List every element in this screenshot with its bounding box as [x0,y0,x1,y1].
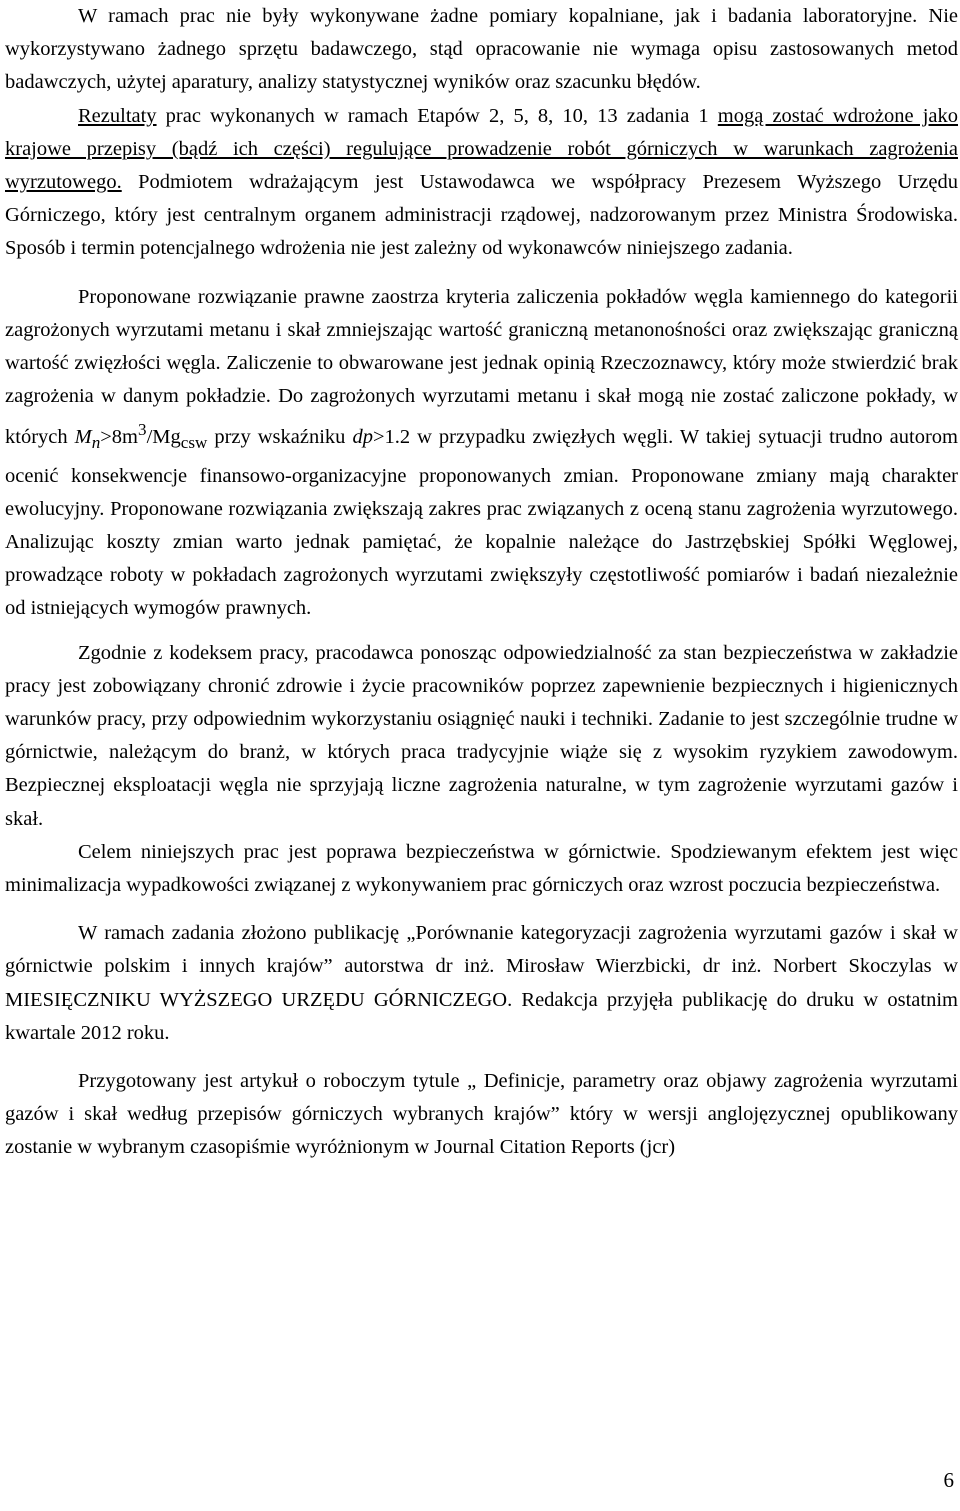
symbol-m-subscript: n [91,433,101,453]
paragraph-implementation [5,100,958,266]
text-run: prac wykonanych w ramach Etapów 2, 5, 8, 10, 13 zadania 1 [156,104,718,127]
text-run: Proponowane rozwiązanie prawne zaostrza kryteria zaliczenia pokładów węgla kamiennego do kategorii zagrożonych wyrzutami metanu i skał zmniejszając wartość graniczną metanonośności oraz zwiększając graniczną wartość zwięzłości węgla. Zaliczenie to obwarowane jest jednak opinią Rzeczoznawcy, który może stwierdzić brak zagrożenia w danym pokładzie. Do zagrożonych wyrzutami metanu i skał mogą nie zostać zaliczone pokłady, w których [5,285,958,449]
paragraph-goal: Celem niniejszych prac jest poprawa bezpieczeństwa w górnictwie. Spodziewanym efektem jest więc minimalizacja wypadkowości związanej z wykonywaniem prac górniczych oraz wzrost poczucia bezpieczeństwa. [5,840,958,896]
paragraph-legal-solution [5,281,958,626]
document-body [5,0,958,1165]
text-run: /Mg [146,426,181,449]
text-run: Podmiotem wdrażającym jest Ustawodawca we współpracy Prezesem Wyższego Urzędu Górniczego, który jest centralnym organem administracji rządowej, nadzorowanym przez Ministra Środowiska. Sposób i termin potencjalnego wdrożenia nie jest zależny od wykonawców niniejszego zadania. [5,171,958,260]
text-run: przy wskaźniku [207,426,353,449]
symbol-m: M [74,426,92,449]
page-number: 6 [943,1468,954,1492]
superscript-3: 3 [138,420,147,440]
paragraph-publication: W ramach zadania złożono publikację „Porównanie kategoryzacji zagrożenia wyrzutami gazów i skał w górnictwie polskim i innych krajów” autorstwa dr inż. Mirosław Wierzbicki, dr inż. Norbert Skoczylas w MIESIĘCZNIKU WYŻSZEGO URZĘDU GÓRNICZEGO. Redakcja przyjęła publikację do druku w ostatnim kwartale 2012 roku. [5,922,958,1044]
paragraph-labour-code: Zgodnie z kodeksem pracy, pracodawca ponosząc odpowiedzialność za stan bezpieczeństwa w zakładzie pracy jest zobowiązany chronić zdrowie i życie pracowników poprzez zapewnienie bezpiecznych i higienicznych warunków pracy, przy odpowiednim wykorzystaniu osiągnięć nauki i techniki. Zadanie to jest szczególnie trudne w górnictwie, należącym do branż, w których praca tradycyjnie wiąże się z wysokim ryzykiem zawodowym. Bezpiecznej eksploatacji węgla nie sprzyjają liczne zagrożenia naturalne, w tym zagrożenie wyrzutami gazów i skał. [5,641,958,830]
underlined-implementation: mogą zostać wdrożone jako krajowe przepisy (bądź ich części) regulujące prowadzenie robót górniczych w warunkach zagrożenia wyrzutowego. [5,104,958,194]
underlined-results: Rezultaty [78,104,157,127]
text-run: >1.2 w przypadku zwięzłych węgli. W takiej sytuacji trudno autorom ocenić konsekwencje finansowo-organizacyjne proponowanych zmian. Proponowane zmiany mają charakter ewolucyjny. Proponowane rozwiązania zwiększają zakres prac związanych z oceną stanu zagrożenia wyrzutowego. Analizując koszty zmian warto jednak pamiętać, że kopalnie należące do Jastrzębskiej Spółki Węglowej, prowadzące roboty w pokładach zagrożonych wyrzutami zwiększyły częstotliwość pomiarów i badań niezależnie od istniejących wymogów prawnych. [5,426,958,620]
symbol-dp: dp [352,426,373,449]
text-run: >8m [100,426,139,449]
paragraph-no-measurements: W ramach prac nie były wykonywane żadne pomiary kopalniane, jak i badania laboratoryjne. Nie wykorzystywano żadnego sprzętu badawczego, stąd opracowanie nie wymaga opisu zastosowanych metod badawczych, użytej aparatury, analizy statystycznej wyników oraz szacunku błędów. [5,5,958,94]
paragraph-article: Przygotowany jest artykuł o roboczym tytule „ Definicje, parametry oraz objawy zagrożenia wyrzutami gazów i skał według przepisów górniczych wybranych krajów” który w wersji anglojęzycznej opublikowany zostanie w wybranym czasopiśmie wyróżnionym w Journal Citation Reports (jcr) [5,1070,958,1159]
subscript-csw: csw [180,433,208,453]
